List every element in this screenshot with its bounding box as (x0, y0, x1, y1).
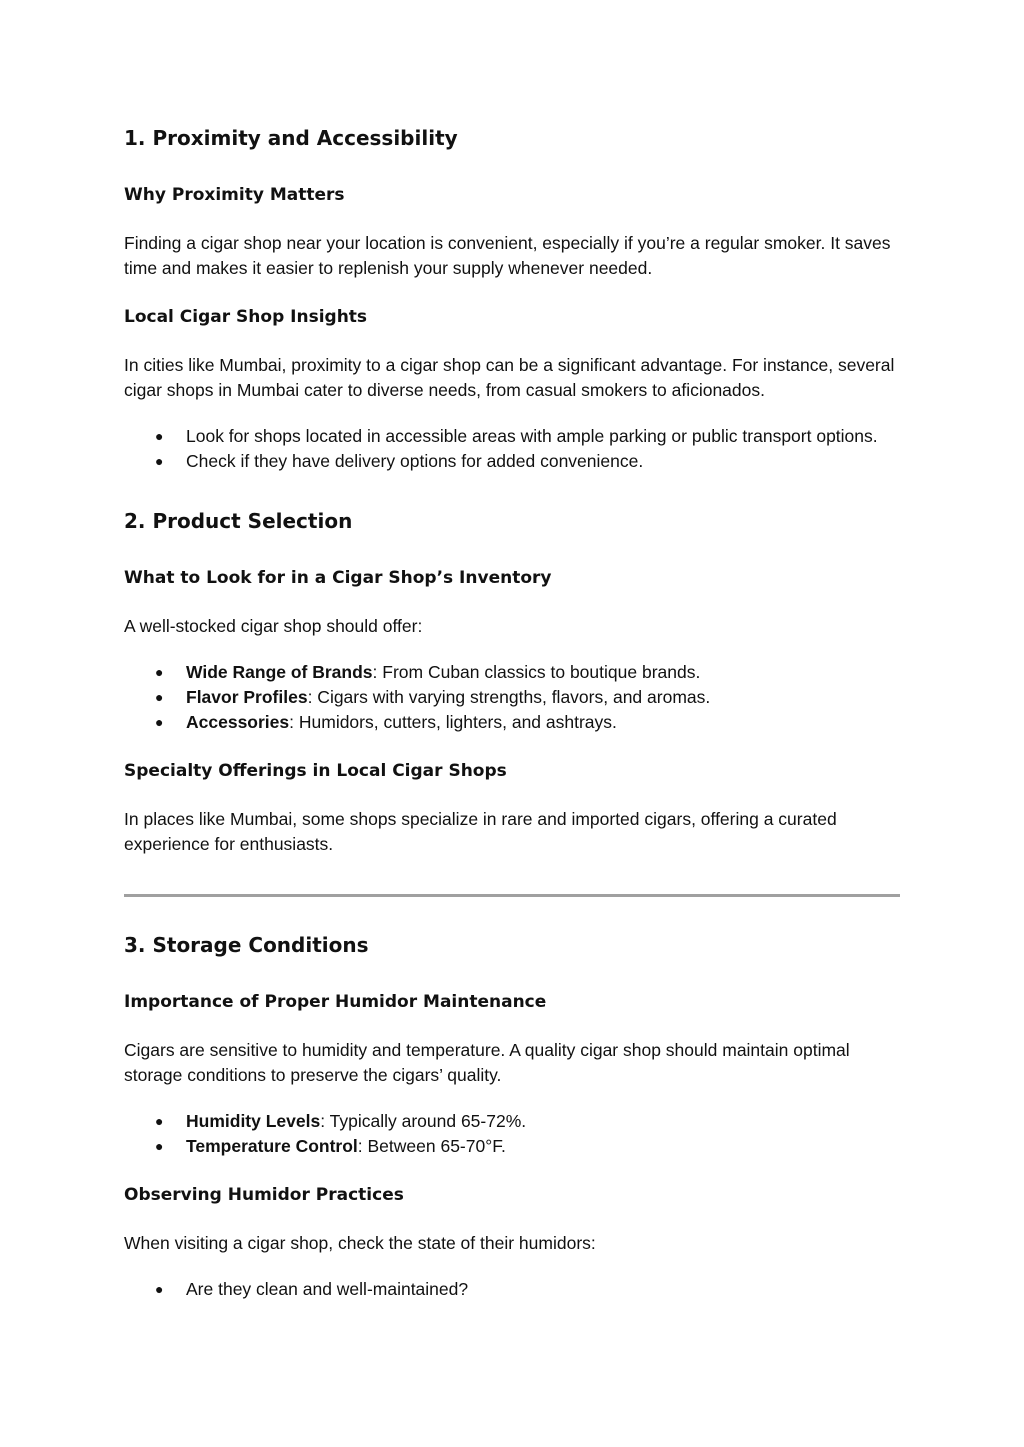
list-item (124, 685, 904, 710)
list-item-text: Check if they have delivery options for added convenience. (186, 451, 644, 471)
subheading-local-insights: Local Cigar Shop Insights (124, 307, 368, 327)
list-item-text: Look for shops located in accessible areas with ample parking or public transport options. (186, 426, 878, 446)
list-item-text: : Typically around 65-72%. (320, 1111, 527, 1131)
paragraph-specialty-offerings: In places like Mumbai, some shops specialize in rare and imported cigars, offering a curated experience for enthusiasts. (124, 809, 837, 854)
list-item-term: Wide Range of Brands (186, 662, 373, 682)
list-item (124, 1109, 904, 1134)
bullet-icon: ● (155, 664, 164, 680)
bullet-icon: ● (155, 1138, 164, 1154)
bullet-icon: ● (155, 1281, 164, 1297)
subheading-inventory: What to Look for in a Cigar Shop’s Inventory (124, 568, 552, 588)
subheading-specialty-offerings: Specialty Offerings in Local Cigar Shops (124, 761, 507, 781)
subheading-why-proximity: Why Proximity Matters (124, 185, 345, 205)
list-item (124, 1277, 904, 1302)
bullet-icon: ● (155, 1113, 164, 1129)
bullet-list-humidor-practices (124, 1277, 904, 1302)
subheading-humidor-maintenance: Importance of Proper Humidor Maintenance (124, 992, 547, 1012)
bullet-icon: ● (155, 453, 164, 469)
bullet-list-proximity (124, 424, 904, 474)
subheading-humidor-practices: Observing Humidor Practices (124, 1185, 404, 1205)
paragraph-humidor-practices: When visiting a cigar shop, check the state of their humidors: (124, 1233, 596, 1253)
paragraph-humidor-maintenance: Cigars are sensitive to humidity and temperature. A quality cigar shop should maintain optimal storage conditions to preserve the cigars’ quality. (124, 1040, 850, 1085)
list-item (124, 710, 904, 735)
section-heading-storage: 3. Storage Conditions (124, 933, 369, 957)
paragraph-why-proximity: Finding a cigar shop near your location is convenient, especially if you’re a regular smoker. It saves time and makes it easier to replenish your supply whenever needed. (124, 233, 891, 278)
bullet-icon: ● (155, 428, 164, 444)
list-item-text: : From Cuban classics to boutique brands. (372, 662, 701, 682)
bullet-list-storage (124, 1109, 904, 1159)
list-item-text: Are they clean and well-maintained? (186, 1279, 469, 1299)
paragraph-inventory: A well-stocked cigar shop should offer: (124, 616, 423, 636)
list-item-text: : Between 65-70°F. (357, 1136, 506, 1156)
section-heading-product-selection: 2. Product Selection (124, 509, 353, 533)
bullet-icon: ● (155, 714, 164, 730)
list-item (124, 424, 904, 449)
list-item (124, 449, 904, 474)
list-item-term: Humidity Levels (186, 1111, 321, 1131)
list-item (124, 1134, 904, 1159)
document-page (124, 118, 904, 1302)
list-item-text: : Humidors, cutters, lighters, and ashtrays. (289, 712, 617, 732)
list-item-term: Flavor Profiles (186, 687, 308, 707)
list-item-term: Temperature Control (186, 1136, 358, 1156)
bullet-list-inventory (124, 660, 904, 735)
list-item-term: Accessories (186, 712, 290, 732)
section-heading-proximity: 1. Proximity and Accessibility (124, 126, 458, 150)
list-item-text: : Cigars with varying strengths, flavors, and aromas. (307, 687, 711, 707)
paragraph-local-insights: In cities like Mumbai, proximity to a cigar shop can be a significant advantage. For instance, several cigar shops in Mumbai cater to diverse needs, from casual smokers to aficionados. (124, 355, 895, 400)
bullet-icon: ● (155, 689, 164, 705)
list-item (124, 660, 904, 685)
